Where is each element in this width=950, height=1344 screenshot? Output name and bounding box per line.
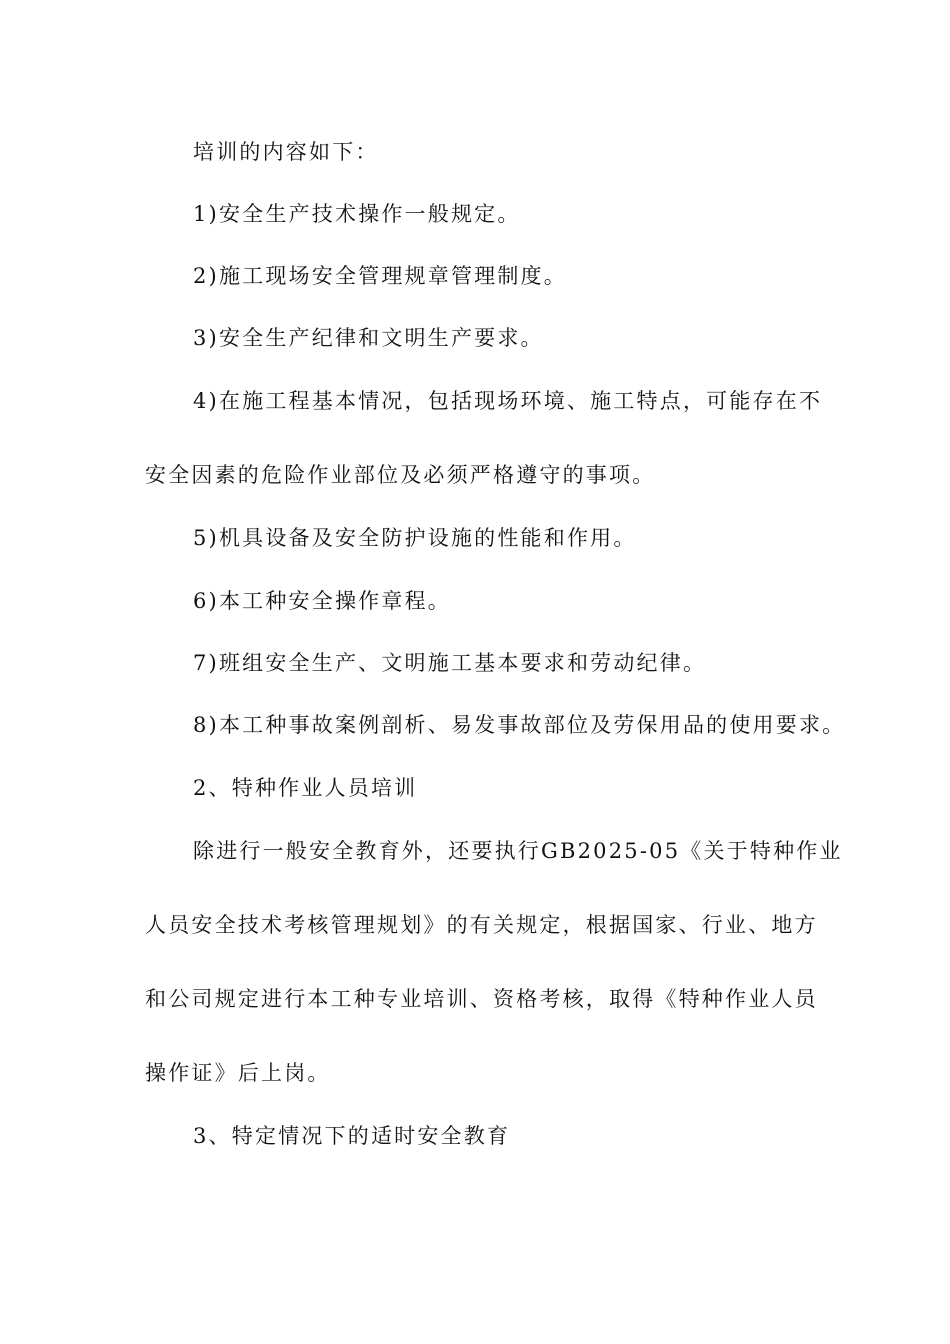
paragraph-line-2: 人员安全技术考核管理规划》的有关规定，根据国家、行业、地方 xyxy=(145,913,818,937)
section-heading-2: 2、特种作业人员培训 xyxy=(193,776,418,800)
list-item-4: 4)在施工程基本情况，包括现场环境、施工特点，可能存在不 xyxy=(193,389,823,413)
list-item-4-continued: 安全因素的危险作业部位及必须严格遵守的事项。 xyxy=(145,463,656,487)
paragraph-line-3: 和公司规定进行本工种专业培训、资格考核，取得《特种作业人员 xyxy=(145,987,818,1011)
list-item-5: 5)机具设备及安全防护设施的性能和作用。 xyxy=(193,526,637,550)
list-item-1: 1)安全生产技术操作一般规定。 xyxy=(193,202,521,226)
paragraph-line-4: 操作证》后上岗。 xyxy=(145,1061,331,1085)
intro-line: 培训的内容如下： xyxy=(193,140,379,164)
list-item-7: 7)班组安全生产、文明施工基本要求和劳动纪律。 xyxy=(193,651,707,675)
list-item-8: 8)本工种事故案例剖析、易发事故部位及劳保用品的使用要求。 xyxy=(193,713,846,737)
paragraph-line-1: 除进行一般安全教育外，还要执行GB2025-05《关于特种作业 xyxy=(193,839,843,863)
list-item-3: 3)安全生产纪律和文明生产要求。 xyxy=(193,326,544,350)
list-item-6: 6)本工种安全操作章程。 xyxy=(193,589,451,613)
list-item-2: 2)施工现场安全管理规章管理制度。 xyxy=(193,264,567,288)
section-heading-3: 3、特定情况下的适时安全教育 xyxy=(193,1124,511,1148)
